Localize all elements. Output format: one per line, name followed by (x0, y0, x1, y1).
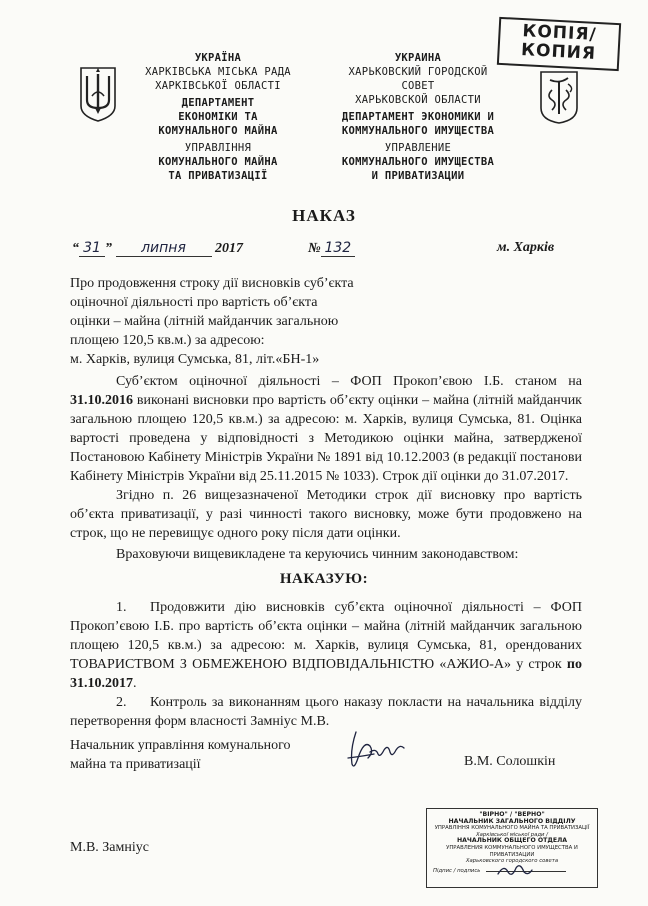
executor-name: М.В. Замніус (70, 840, 149, 855)
order-item-1-num: 1. (116, 600, 127, 615)
date-line (72, 240, 592, 257)
date-quote-open: “ (72, 241, 79, 256)
order-subject (70, 274, 354, 369)
header-ru-admin-l3: И ПРИВАТИЗАЦИИ (371, 170, 465, 182)
header-ru-council-l1: ХАРЬКОВСКИЙ ГОРОДСКОЙ (348, 66, 488, 78)
order-item-1: 1. Продовжити дію висновків суб’єкта оціночної діяльності – ФОП Прокоп’євою І.Б. про вартість об’єкта оцінки – майна (літній майданчик загальною площею 120,5 кв.м.) за адресою: м. Харків, вулиця Сумська, 81, орендованих ТОВАРИСТВОМ З ОБМЕЖЕНОЮ ВІДПОВІДАЛЬНІСТЮ «АЖИО-А» у строк по 31.10.2017. (70, 600, 582, 691)
stamp-verno-l6: УПРАВЛЕНИЯ КОММУНАЛЬНОГО ИМУЩЕСТВА И ПРИВАТИЗАЦИИ (446, 844, 578, 858)
handwritten-signature (344, 728, 408, 772)
date-month: липня (116, 240, 212, 257)
trident-emblem (78, 66, 118, 122)
stamp-verno-l5: НАЧАЛЬНИК ОБЩЕГО ОТДЕЛА (456, 837, 568, 845)
date-day: 31 (79, 240, 105, 257)
subject-line-1: Про продовження строку дії висновків суб’єкта (70, 276, 354, 291)
header-ua-admin-l2: КОМУНАЛЬНОГО МАЙНА (158, 156, 278, 168)
document-title: НАКАЗ (292, 206, 356, 225)
stamp-verno-l7: Харьковского городского совета (465, 858, 559, 865)
signature-role-line-1: Начальник управління комунального (70, 738, 291, 753)
order-items (70, 598, 582, 731)
header-ua-admin-l3: ТА ПРИВАТИЗАЦІЇ (168, 170, 268, 182)
copy-stamp (497, 17, 621, 71)
header-ru-region: ХАРЬКОВСКОЙ ОБЛАСТИ (355, 94, 481, 106)
signature-role-line-2: майна та приватизації (70, 757, 201, 772)
header-ru-dept-l1: ДЕПАРТАМЕНТ ЭКОНОМИКИ И (341, 111, 495, 123)
subject-line-3: оцінки – майна (літній майданчик загальною (70, 314, 339, 329)
header-ru-council-l2: СОВЕТ (401, 80, 435, 92)
header-ru-admin-l1: УПРАВЛЕНИЕ (384, 142, 452, 154)
stamp-handwritten-mark (494, 862, 534, 880)
copy-stamp-ru: КОПИЯ (520, 40, 597, 64)
copy-stamp-ua: КОПІЯ/ (521, 21, 598, 45)
signature-name: В.М. Солошкін (464, 754, 556, 769)
subject-line-5: м. Харків, вулиця Сумська, 81, літ.«БН-1» (70, 352, 320, 367)
header-ua-admin-l1: УПРАВЛІННЯ (184, 142, 252, 154)
header-ua-country: УКРАЇНА (194, 52, 242, 64)
header-ukrainian (118, 51, 318, 183)
paragraph-1-date: 31.10.2016 (70, 393, 133, 408)
header-ru-admin-l2: КОММУНАЛЬНОГО ИМУЩЕСТВА (341, 156, 495, 168)
stamp-verno-l2: НАЧАЛЬНИК ЗАГАЛЬНОГО ВІДДІЛУ (448, 817, 576, 825)
order-item-2-num: 2. (116, 695, 127, 710)
order-number-value: 132 (321, 240, 355, 257)
date-year: 2017 (215, 241, 243, 256)
signature-role (70, 736, 291, 774)
paragraph-1: Суб’єктом оціночної діяльності – ФОП Прокоп’євою І.Б. станом на 31.10.2016 виконані висновки про вартість об’єкту оцінки – майна (літній майданчик загальною площею 120,5 кв.м.) за адресою: м. Харків, вулиця Сумська, 81. Оцінка вартості проведена у відповідності з Методикою оцінки майна, затвердженої Постановою Кабінету Міністрів України № 1891 від 10.12.2003 (в редакції постанови Кабінету Міністрів України від 25.11.2015 № 1033). Строк дії оцінки до 31.07.2017. (70, 374, 582, 484)
order-item-2: 2. Контроль за виконанням цього наказу покласти на начальника відділу перетворення форм власності Замніус М.В. (70, 695, 582, 729)
stamp-verno-l8: Підпис / подпись (433, 867, 481, 874)
subject-line-2: оціночної діяльності про вартість об’єкта (70, 295, 318, 310)
stamp-verno-title: "ВІРНО" / "ВЕРНО" (479, 811, 545, 818)
date-quote-close: ” (105, 241, 112, 256)
kharkiv-emblem (538, 70, 580, 124)
stamp-verno-l3: УПРАВЛІННЯ КОМУНАЛЬНОГО МАЙНА ТА ПРИВАТИЗАЦІЇ (434, 825, 590, 832)
header-russian (312, 51, 524, 183)
order-item-1-term: по 31.10.2017 (70, 657, 582, 691)
order-city: м. Харків (497, 240, 555, 255)
order-number-prefix: № (308, 241, 321, 256)
header-ru-country: УКРАИНА (394, 52, 442, 64)
stamp-verno-l4: Харківської міської ради / (476, 831, 548, 838)
header-ua-dept-l1: ДЕПАРТАМЕНТ (181, 97, 255, 109)
header-ru-dept-l2: КОММУНАЛЬНОГО ИМУЩЕСТВА (341, 125, 495, 137)
order-heading: НАКАЗУЮ: (279, 571, 369, 587)
paragraph-2: Згідно п. 26 вищезазначеної Методики строк дії висновку про вартість об’єкта приватизації, у разі чинності такого висновку, може бути продовжено на строк, що не перевищує одного року після дати оцінки. (70, 488, 582, 541)
header-ua-region: ХАРКІВСЬКОЇ ОБЛАСТІ (155, 80, 281, 92)
header-ua-dept-l3: КОМУНАЛЬНОГО МАЙНА (158, 125, 278, 137)
body-text (70, 372, 582, 564)
order-number (308, 240, 355, 257)
header-ua-dept-l2: ЕКОНОМІКИ ТА (178, 111, 258, 123)
paragraph-3: Враховуючи вищевикладене та керуючись чинним законодавством: (116, 547, 519, 562)
header-ua-council: ХАРКІВСЬКА МІСЬКА РАДА (145, 66, 291, 78)
subject-line-4: площею 120,5 кв.м.) за адресою: (70, 333, 265, 348)
